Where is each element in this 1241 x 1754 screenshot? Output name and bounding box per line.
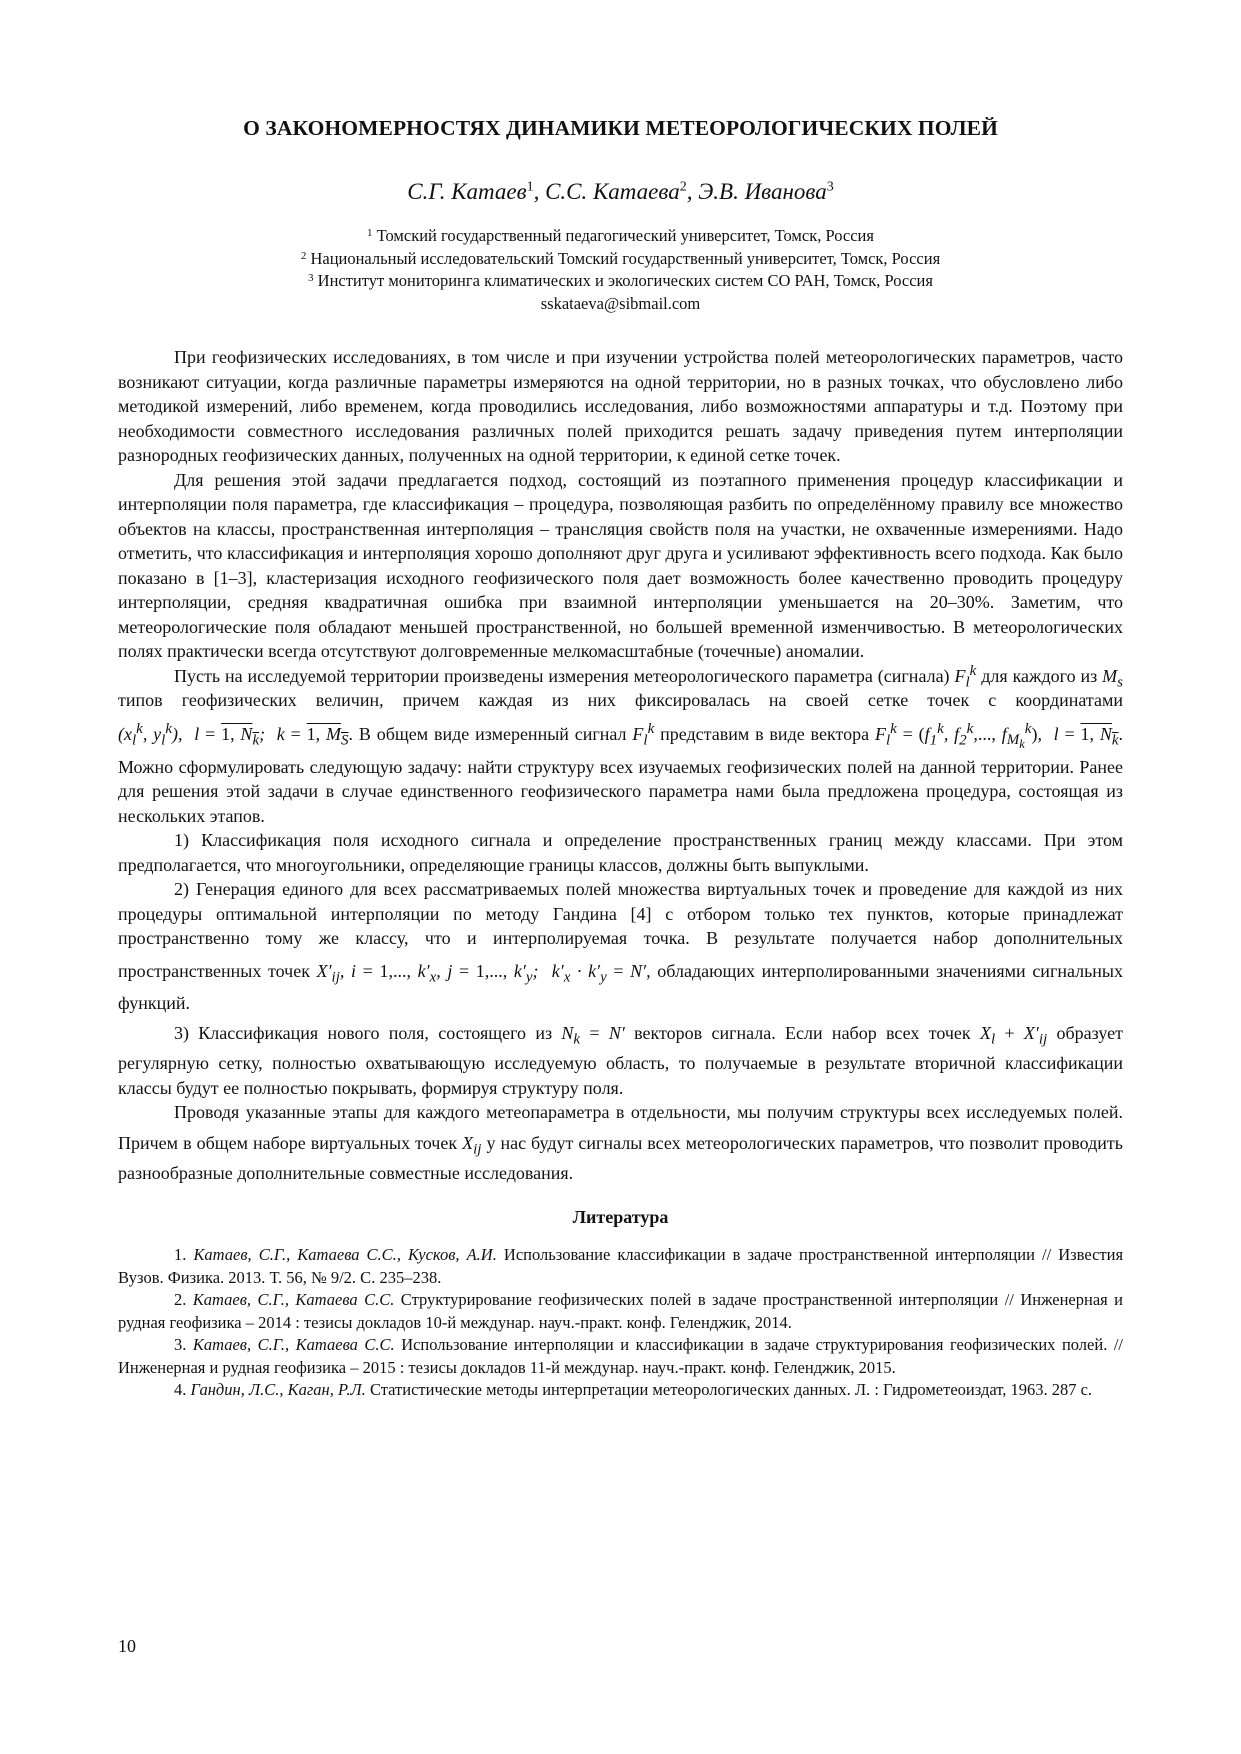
author-name: С.Г. Катаев: [407, 179, 527, 204]
paragraph: 2) Генерация единого для всех рассматриваемых полей множества виртуальных точек и проведение для каждой из них процедуры оптимальной интерполяции по методу Гандина [4] с отбором только тех пунктов, которые принадлежат пространственно тому же классу, что и интерполируемая точка. В результате получается набор дополнительных пространственных точек $X'_{ij}$, i = 1,..., $k'_x$, j = 1,..., $k'_y$; $k'_x \cdot k'_y = N'$, обладающих интерполированными значениями сигнальных функций.: [118, 879, 1124, 1013]
formula: $M_s$: [1102, 665, 1124, 691]
formula: $F_l^k$: [632, 720, 655, 749]
paragraph: При геофизических исследованиях, в том числе и при изучении устройства полей метеорологических параметров, часто возникают ситуации, когда различные параметры измеряются на одной территории, но в разных точках, что обусловлено либо методикой измерений, либо временем, когда проводились исследования, либо возможностями аппаратуры и т.д. Поэтому при необходимости совместного исследования различных полей приходится решать задачу приведения путем интерполяции разнородных геофизических данных, полученных на одной территории, к единой сетке точек.: [118, 347, 1123, 465]
reference-list: [118, 1244, 1123, 1402]
paragraph: 1) Классификация поля исходного сигнала и определение пространственных границ между классами. При этом предполагается, что многоугольники, определяющие границы классов, должны быть выпуклыми.: [118, 830, 1123, 875]
author-name: Э.В. Иванова: [698, 179, 827, 204]
references-heading: Литература: [572, 1207, 669, 1227]
formula: $X_{ij}$: [462, 1132, 482, 1158]
author-name: С.С. Катаева: [545, 179, 680, 204]
formula: ($x_l^k$, $y_l^k$), l = 1, $N_k$; k = 1, $M_S$: [118, 720, 349, 749]
paragraph: Для решения этой задачи предлагается подход, состоящий из поэтапного применения процедур классификации и интерполяции поля параметра, где классификация – процедура, позволяющая разбить по определённому правилу все множество объектов на классы, пространственная интерполяция – трансляция свойств поля на участки, не охваченные измерениями. Надо отметить, что классификация и интерполяция хорошо дополняют друг друга и усиливают эффективность всего подхода. Как было показано в [1–3], кластеризация исходного геофизического поля дает возможность более качественно проводить процедуру интерполяции, средняя квадратичная ошибка при взаимной интерполяции уменьшается на 20–30%. Заметим, что метеорологические поля обладают меньшей пространственной, но большей временной изменчивостью. В метеорологических полях практически всегда отсутствуют долговременные мелкомасштабные (точечные) аномалии.: [118, 469, 1123, 661]
affiliation: $^3$ Институт мониторинга климатических и экологических систем СО РАН, Томск, Россия: [308, 271, 933, 290]
formula: $X'_{ij}$, i = 1,..., $k'_x$, j = 1,..., $k'_y$; $k'_x \cdot k'_y = N'$,: [316, 960, 651, 986]
page-number: 10: [118, 1636, 136, 1656]
reference-item: 2. Катаев, С.Г., Катаева С.С. Структурирование геофизических полей в задаче пространственной интерполяции // Инженерная и рудная геофизика – 2014 : тезисы докладов 10-й междунар. науч.-практ. конф. Геленджик, 2014.: [118, 1290, 1124, 1332]
author-affil-mark: 1: [526, 179, 534, 195]
paragraph: 3) Классификация нового поля, состоящего из $N_k = N'$ векторов сигнала. Если набор всех точек $X_l + X'_{ij}$ образует регулярную сетку, полностью охватывающую исследуемую область, то получаемые в результате вторичной классификации классы будут ее полностью покрывать, формируя структуру поля.: [118, 1023, 1124, 1098]
formula: $N_k = N'$: [561, 1023, 625, 1048]
paper-body: [118, 345, 1123, 1185]
paragraph: Пусть на исследуемой территории произведены измерения метеорологического параметра (сигнала) $F_l^k$ для каждого из $M_s$ типов геофизических величин, причем каждая из них фиксировалась на своей сетке точек с координатами ($x_l^k$, $y_l^k$), l = 1, $N_k$; k = 1, $M_S$. В общем виде измеренный сигнал $F_l^k$ представим в виде вектора $F_l^k = (f_1^k$, $f_2^k$,..., $f_{M_k}^k$), l = 1, $N_k$. Можно сформулировать следующую задачу: найти структуру всех изучаемых геофизических полей на данной территории. Ранее для решения этой задачи в случае единственного геофизического параметра нами была предложена процедура, состоящая из нескольких этапов.: [118, 662, 1124, 826]
paper-page: [118, 100, 1123, 1402]
reference-item: 3. Катаев, С.Г., Катаева С.С. Использование интерполяции и классификации в задаче структурирования геофизических полей. // Инженерная и рудная геофизика – 2015 : тезисы докладов 11-й междунар. науч.-практ. конф. Геленджик, 2015.: [118, 1335, 1124, 1377]
formula: $X_l + X'_{ij}$: [979, 1023, 1048, 1048]
formula: $F_l^k$: [954, 662, 977, 691]
affiliation: $^2$ Национальный исследовательский Томский государственный университет, Томск, Россия: [300, 248, 941, 268]
author-email[interactable]: sskataeva@sibmail.com: [540, 293, 701, 313]
author-affil-mark: 3: [826, 179, 834, 195]
reference-item: 1. Катаев, С.Г., Катаева С.С., Кусков, А.И. Использование классификации в задаче пространственной интерполяции // Известия Вузов. Физика. 2013. Т. 56, № 9/2. С. 235–238.: [118, 1245, 1124, 1287]
affiliations: [118, 225, 1123, 315]
paragraph: Проводя указанные этапы для каждого метеопараметра в отдельности, мы получим структуры всех исследуемых полей. Причем в общем наборе виртуальных точек $X_{ij}$ у нас будут сигналы всех метеорологических параметров, что позволит проводить разнообразные дополнительные совместные исследования.: [118, 1102, 1124, 1183]
author-list: С.Г. Катаев$^1$, С.С. Катаева$^2$, Э.В. Иванова$^3$: [407, 179, 834, 204]
author-affil-mark: 2: [679, 179, 687, 195]
formula: $F_l^k = (f_1^k$, $f_2^k$,..., $f_{M_k}^k$), l = 1, $N_k$: [874, 720, 1119, 752]
paper-title: О ЗАКОНОМЕРНОСТЯХ ДИНАМИКИ МЕТЕОРОЛОГИЧЕСКИХ ПОЛЕЙ: [243, 116, 998, 140]
affiliation: $^1$ Томский государственный педагогический университет, Томск, Россия: [367, 226, 874, 245]
reference-item: 4. Гандин, Л.С., Каган, Р.Л. Статистические методы интерпретации метеорологических данных. Л. : Гидрометеоиздат, 1963. 287 с.: [174, 1380, 1093, 1399]
